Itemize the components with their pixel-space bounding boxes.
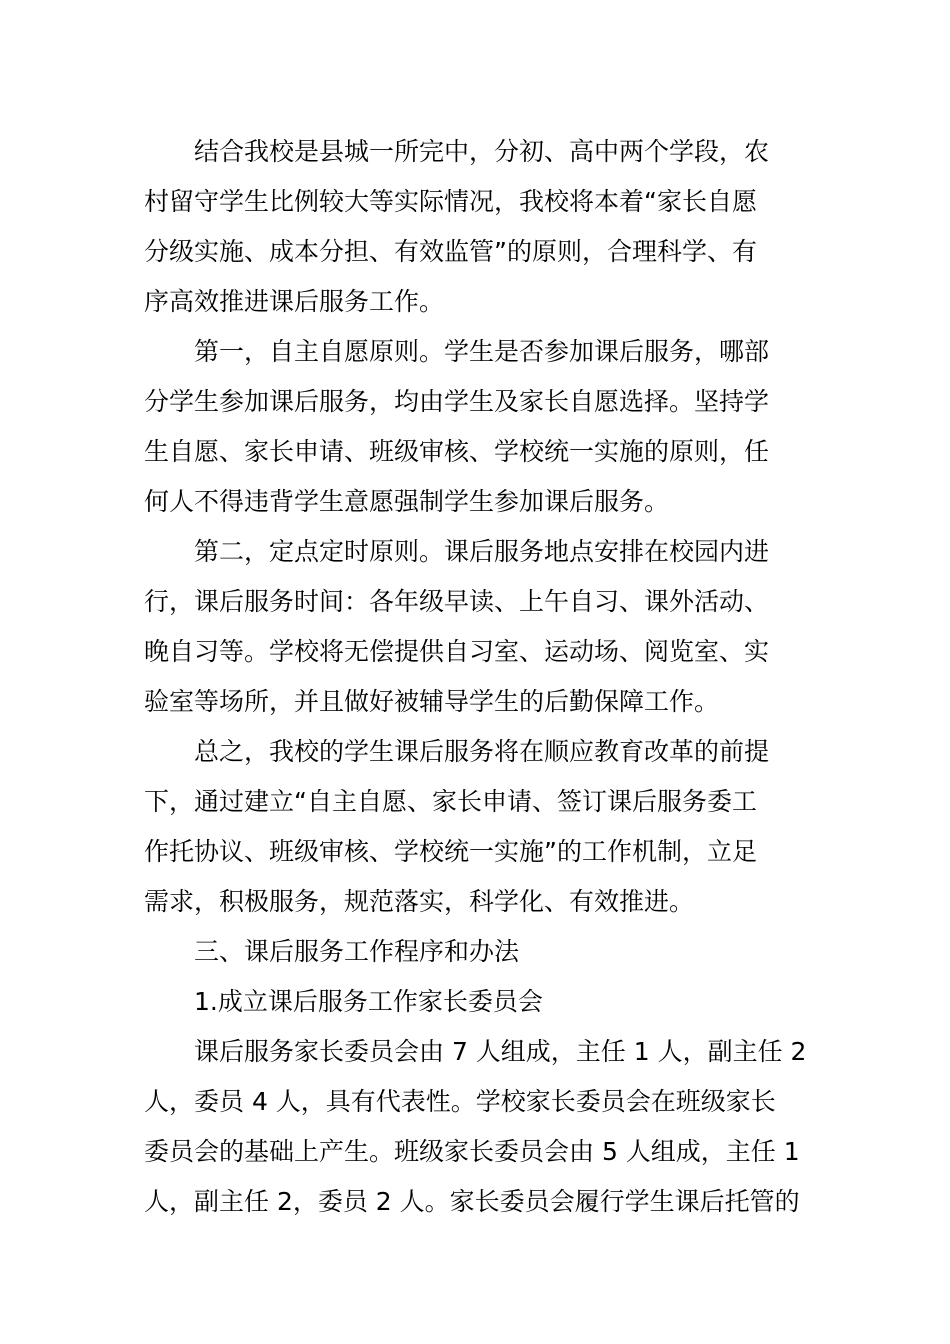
text-line: 分学生参加课后服务，均由学生及家长自愿选择。坚持学	[144, 387, 770, 416]
text-line: 课后服务家长委员会由 7 人组成，主任 1 人，副主任 2	[194, 1037, 807, 1066]
text-line: 人，副主任 2，委员 2 人。家长委员会履行学生课后托管的	[144, 1187, 800, 1216]
document-body	[144, 127, 806, 1227]
section-heading: 三、课后服务工作程序和办法	[194, 937, 520, 966]
text-line: 作托协议、班级审核、学校统一实施”的工作机制，立足	[144, 837, 757, 866]
text-line: 行，课后服务时间：各年级早读、上午自习、课外活动、	[144, 587, 770, 616]
text-line: 人，委员 4 人，具有代表性。学校家长委员会在班级家长	[144, 1087, 776, 1116]
text-line: 结合我校是县城一所完中，分初、高中两个学段，农	[194, 137, 770, 166]
text-line: 生自愿、家长申请、班级审核、学校统一实施的原则，任	[144, 437, 770, 466]
text-line: 晚自习等。学校将无偿提供自习室、运动场、阅览室、实	[144, 637, 770, 666]
text-line: 总之，我校的学生课后服务将在顺应教育改革的前提	[194, 737, 770, 766]
text-line: 何人不得违背学生意愿强制学生参加课后服务。	[144, 487, 670, 516]
text-line: 需求，积极服务，规范落实，科学化、有效推进。	[144, 887, 695, 916]
subsection-heading: 1.成立课后服务工作家长委员会	[194, 987, 543, 1016]
text-line: 第二，定点定时原则。课后服务地点安排在校园内进	[194, 537, 770, 566]
text-line: 委员会的基础上产生。班级家长委员会由 5 人组成，主任 1	[144, 1137, 800, 1166]
text-line: 验室等场所，并且做好被辅导学生的后勤保障工作。	[144, 687, 720, 716]
text-line: 村留守学生比例较大等实际情况，我校将本着“家长自愿	[144, 187, 757, 216]
text-line: 序高效推进课后服务工作。	[144, 287, 445, 316]
text-line: 分级实施、成本分担、有效监管”的原则，合理科学、有	[144, 237, 757, 266]
text-line: 第一，自主自愿原则。学生是否参加课后服务，哪部	[194, 337, 770, 366]
text-line: 下，通过建立“自主自愿、家长申请、签订课后服务委工	[144, 787, 757, 816]
